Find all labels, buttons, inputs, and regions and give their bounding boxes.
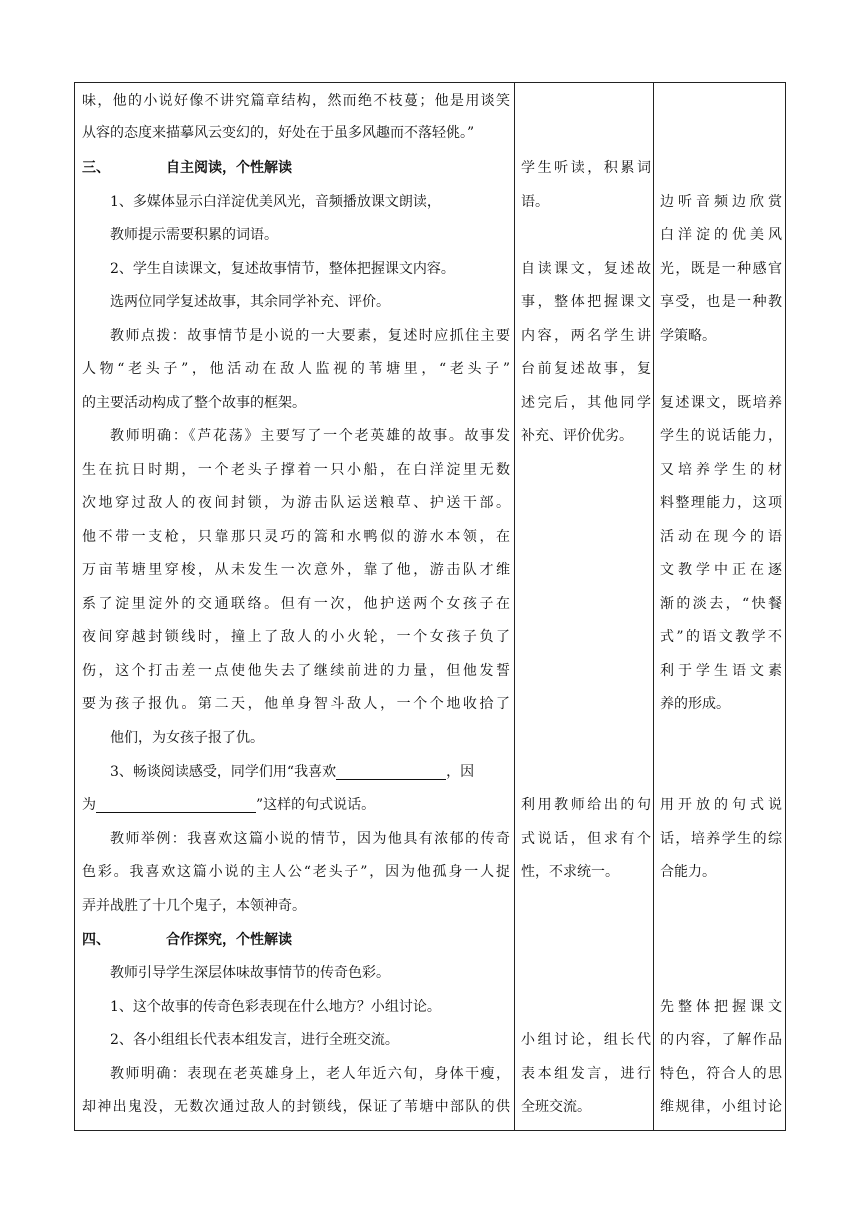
text-line: 学生的说话能力， xyxy=(660,428,782,444)
text-line: 台前复述故事，复 xyxy=(521,361,651,377)
text-line: 从容的态度来描摹风云变幻的，好处在于虽多风趣而不落轻佻。” xyxy=(82,125,475,141)
section-number: 三、 xyxy=(82,160,110,176)
text-line: 养的形成。 xyxy=(660,696,730,712)
lesson-table xyxy=(74,82,786,1131)
text-line: 利用教师给出的句 xyxy=(521,797,651,813)
text-line: 事，整体把握课文 xyxy=(521,294,651,310)
text-line: 白洋淀的优美风 xyxy=(660,227,782,243)
text-line: 式说话，但求有个 xyxy=(521,831,651,847)
text-line: 生在抗日时期，一个老头子撑着一只小船，在白洋淀里无数 xyxy=(82,462,510,478)
text-line: 色彩。我喜欢这篇小说的主人公“老头子”，因为他孤身一人捉 xyxy=(82,864,510,880)
text-line: 学生听读，积累词 xyxy=(521,160,651,176)
text-line: 话，培养学生的综 xyxy=(660,831,782,847)
text-line: 小组讨论，组长代 xyxy=(521,1032,651,1048)
text-line: 伤，这个打击差一点使他失去了继续前进的力量，但他发誓 xyxy=(82,663,510,679)
column-divider-1 xyxy=(514,83,515,1130)
text-line: 的主要活动构成了整个故事的框架。 xyxy=(82,395,306,411)
section-heading-3 xyxy=(82,152,510,184)
design-intent-column xyxy=(660,83,782,1130)
text-line: 1、这个故事的传奇色彩表现在什么地方？小组讨论。 xyxy=(110,999,441,1015)
text-line: 合能力。 xyxy=(660,864,716,880)
text-line: 补充、评价优劣。 xyxy=(521,428,633,444)
text-line: 渐的淡去，“快餐 xyxy=(660,596,782,612)
fill-blank xyxy=(336,761,446,780)
text-line: 享受，也是一种教 xyxy=(660,294,782,310)
text-line: 教师点拨：故事情节是小说的一大要素，复述时应抓住主要 xyxy=(110,328,510,344)
student-activity-column xyxy=(521,83,651,1130)
text-line: 他们，为女孩子报了仇。 xyxy=(110,730,264,746)
section-heading-4 xyxy=(82,924,510,956)
text-line: 利于学生语文素 xyxy=(660,663,782,679)
text-line: 光，既是一种感官 xyxy=(660,261,782,277)
text-line: 选两位同学复述故事，其余同学补充、评价。 xyxy=(110,294,390,310)
text-line: 他不带一支枪，只靠那只灵巧的篙和水鸭似的游水本领，在 xyxy=(82,529,510,545)
text-line: 边听音频边欣赏 xyxy=(660,194,782,210)
text-line: 的内容，了解作品 xyxy=(660,1032,782,1048)
text-line: 教师举例：我喜欢这篇小说的情节，因为他具有浓郁的传奇 xyxy=(110,831,510,847)
teaching-process-column xyxy=(82,83,510,1130)
text-line: 式”的语文教学不 xyxy=(660,629,782,645)
text-line: 语。 xyxy=(521,194,549,210)
text-line: 夜间穿越封锁线时，撞上了敌人的小火轮，一个女孩子负了 xyxy=(82,629,510,645)
fill-blank xyxy=(96,794,256,813)
text-line: 弄并战胜了十几个鬼子，本领神奇。 xyxy=(82,898,306,914)
text-line: 性，不求统一。 xyxy=(521,864,619,880)
text-line: 1、多媒体显示白洋淀优美风光，音频播放课文朗读， xyxy=(110,194,441,210)
text-line: 活动在现今的语 xyxy=(660,529,782,545)
text-line: 先整体把握课文 xyxy=(660,999,782,1015)
text-line: 味，他的小说好像不讲究篇章结构，然而绝不枝蔓；他是用谈笑 xyxy=(82,93,510,109)
text-line: 又培养学生的材 xyxy=(660,462,782,478)
text-line: 要为孩子报仇。第二天，他单身智斗敌人，一个个地收拾了 xyxy=(82,696,510,712)
text-line: 教师明确：表现在老英雄身上，老人年近六旬，身体干瘦， xyxy=(110,1066,510,1082)
text-line: 表本组发言，进行 xyxy=(521,1066,651,1082)
sentence-pattern-line-1 xyxy=(82,756,510,788)
text-line: 特色，符合人的思 xyxy=(660,1066,782,1082)
text-line: 述完后，其他同学 xyxy=(521,395,651,411)
column-divider-2 xyxy=(653,83,654,1130)
text-line: 复述课文，既培养 xyxy=(660,395,782,411)
text-line: 内容，两名学生讲 xyxy=(521,328,651,344)
text-line: 次地穿过敌人的夜间封锁，为游击队运送粮草、护送干部。 xyxy=(82,495,510,511)
text-fragment: 3、畅谈阅读感受，同学们用“我喜欢 xyxy=(110,764,337,780)
text-fragment: ，因 xyxy=(446,764,475,780)
text-fragment: ”这样的句式说话。 xyxy=(256,797,376,813)
section-number: 四、 xyxy=(82,932,110,948)
text-fragment: 为 xyxy=(82,797,96,813)
text-line: 自读课文，复述故 xyxy=(521,261,651,277)
section-title: 合作探究，个性解读 xyxy=(166,932,292,948)
text-line: 却神出鬼没，无数次通过敌人的封锁线，保证了苇塘中部队的供 xyxy=(82,1099,510,1115)
text-line: 教师明确：《芦花荡》主要写了一个老英雄的故事。故事发 xyxy=(110,428,510,444)
text-line: 教师引导学生深层体味故事情节的传奇色彩。 xyxy=(110,965,390,981)
text-line: 全班交流。 xyxy=(521,1099,591,1115)
text-line: 用开放的句式说 xyxy=(660,797,782,813)
sentence-pattern-line-2 xyxy=(82,789,510,821)
text-line: 2、各小组组长代表本组发言，进行全班交流。 xyxy=(110,1032,399,1048)
text-line: 教师提示需要积累的词语。 xyxy=(110,227,278,243)
section-title: 自主阅读，个性解读 xyxy=(166,160,292,176)
text-line: 料整理能力，这项 xyxy=(660,495,782,511)
text-line: 2、学生自读课文，复述故事情节，整体把握课文内容。 xyxy=(110,261,455,277)
text-line: 维规律，小组讨论 xyxy=(660,1099,782,1115)
text-line: 万亩苇塘里穿梭，从未发生一次意外，靠了他，游击队才维 xyxy=(82,562,510,578)
text-line: 文教学中正在逐 xyxy=(660,562,782,578)
text-line: 系了淀里淀外的交通联络。但有一次，他护送两个女孩子在 xyxy=(82,596,510,612)
text-line: 人物“老头子”，他活动在敌人监视的苇塘里，“老头子” xyxy=(82,361,510,377)
text-line: 学策略。 xyxy=(660,328,716,344)
